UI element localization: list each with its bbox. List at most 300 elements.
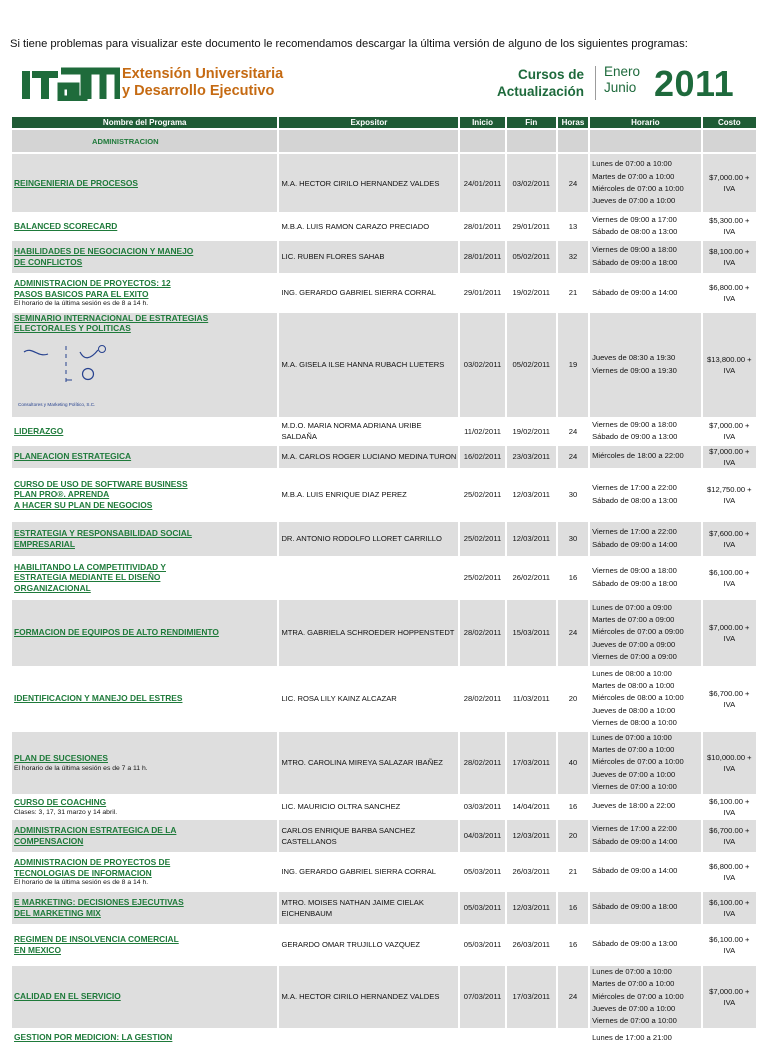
program-link[interactable]: ESTRATEGIA Y RESPONSABILIDAD SOCIAL — [14, 528, 192, 539]
table-header-row — [12, 117, 756, 128]
schedule-cell — [590, 668, 701, 730]
cost-tax: IVA — [723, 184, 736, 193]
program-link[interactable]: E MARKETING: DECISIONES EJECUTIVAS — [14, 897, 184, 908]
program-link[interactable]: EN MEXICO — [14, 944, 61, 955]
schedule-line: Sábado de 09:00 a 14:00 — [592, 287, 678, 297]
expositor-cell: M.B.A. LUIS ENRIQUE DIAZ PEREZ — [279, 470, 458, 520]
expositor-cell: MTRA. GABRIELA SCHROEDER HOPPENSTEDT — [279, 600, 458, 666]
program-cell — [12, 275, 277, 311]
cost-amount: $13,800.00 + — [707, 354, 752, 364]
table-row — [12, 214, 756, 239]
program-note: El horario de la última sesión es de 8 a 14 h. — [14, 879, 149, 887]
schedule-line: Miércoles de 18:00 a 22:00 — [592, 451, 684, 461]
program-link[interactable]: ADMINISTRACION DE PROYECTOS DE — [14, 857, 171, 868]
cost-tax: IVA — [723, 227, 736, 237]
col-header-expositor: Expositor — [279, 117, 458, 128]
program-link[interactable]: BALANCED SCORECARD — [14, 221, 118, 232]
table-row — [12, 966, 756, 1028]
program-link[interactable]: TECNOLOGIAS DE INFORMACION — [14, 867, 152, 878]
end-date-cell: 26/02/2011 — [507, 558, 556, 598]
cost-cell — [703, 820, 756, 852]
schedule-line: Miércoles de 07:00 a 10:00 — [592, 184, 684, 193]
cost-cell — [703, 214, 756, 239]
start-date-cell — [460, 1030, 504, 1046]
start-date-cell: 03/03/2011 — [460, 796, 504, 818]
cost-tax: IVA — [723, 872, 736, 882]
start-date-cell: 16/02/2011 — [460, 446, 504, 468]
start-date-cell: 05/03/2011 — [460, 854, 504, 890]
cost-tax: IVA — [723, 699, 736, 709]
schedule-line: Jueves de 07:00 a 10:00 — [592, 1003, 676, 1013]
cost-amount: $7,000.00 + — [709, 173, 750, 182]
hours-cell: 19 — [558, 313, 588, 417]
start-date-cell: 04/03/2011 — [460, 820, 504, 852]
partner-logo-caption: Consultores y Marketing Político, S.C. — [18, 401, 96, 407]
end-date-cell: 23/03/2011 — [507, 446, 556, 468]
program-cell — [12, 313, 277, 417]
start-date-cell: 28/01/2011 — [460, 214, 504, 239]
cost-tax: IVA — [723, 807, 736, 817]
start-date-cell: 11/02/2011 — [460, 419, 504, 444]
end-date-cell: 05/02/2011 — [507, 241, 556, 273]
period-months — [604, 64, 640, 96]
cost-amount: $8,100.00 + — [709, 246, 750, 256]
schedule-line: Sábado de 09:00 a 18:00 — [592, 902, 678, 912]
table-row — [12, 926, 756, 964]
cursos-title — [464, 66, 584, 100]
table-row — [12, 313, 756, 417]
schedule-cell — [590, 522, 701, 556]
cost-cell — [703, 600, 756, 666]
cursos-line-2: Actualización — [496, 84, 584, 99]
cost-amount: $6,800.00 + — [709, 861, 750, 871]
end-date-cell: 19/02/2011 — [507, 419, 556, 444]
cost-cell — [703, 470, 756, 520]
program-cell — [12, 796, 277, 818]
expositor-cell: LIC. ROSA LILY KAINZ ALCAZAR — [279, 668, 458, 730]
program-note: Clases: 3, 17, 31 marzo y 14 abril. — [14, 808, 118, 816]
expositor-cell: ING. GERARDO GABRIEL SIERRA CORRAL — [279, 854, 458, 890]
program-cell — [12, 966, 277, 1028]
cost-tax: IVA — [723, 945, 736, 955]
program-cell — [12, 154, 277, 212]
cost-cell — [703, 446, 756, 468]
cost-amount: $10,000.00 + — [707, 752, 752, 762]
schedule-line: Martes de 07:00 a 10:00 — [592, 171, 675, 181]
hours-cell: 40 — [558, 732, 588, 794]
schedule-cell — [590, 926, 701, 964]
schedule-line: Viernes de 17:00 a 22:00 — [592, 824, 677, 834]
program-link[interactable]: IDENTIFICACION Y MANEJO DEL ESTRES — [14, 693, 183, 704]
extension-title — [122, 66, 283, 100]
schedule-cell — [590, 419, 701, 444]
month-start: Enero — [604, 64, 641, 79]
expositor-cell: M.A. GISELA ILSE HANNA RUBACH LUETERS — [279, 313, 458, 417]
schedule-line: Sábado de 09:00 a 18:00 — [592, 578, 678, 588]
table-row — [12, 796, 756, 818]
end-date-cell: 05/02/2011 — [507, 313, 556, 417]
program-link[interactable]: EMPRESARIAL — [14, 538, 75, 549]
program-link[interactable]: CURSO DE USO DE SOFTWARE BUSINESS — [14, 478, 188, 489]
hours-cell: 16 — [558, 892, 588, 924]
schedule-cell — [590, 313, 701, 417]
cost-amount: $12,750.00 + — [707, 484, 752, 494]
cost-amount: $7,600.00 + — [709, 528, 750, 538]
table-row — [12, 820, 756, 852]
cost-tax: IVA — [723, 539, 736, 549]
header-banner — [14, 62, 759, 108]
program-link[interactable]: LIDERAZGO — [14, 425, 64, 436]
schedule-line: Lunes de 17:00 a 21:00 — [592, 1032, 672, 1042]
cost-amount: $6,700.00 + — [709, 825, 750, 835]
schedule-line: Lunes de 07:00 a 10:00 — [592, 159, 672, 169]
cost-cell — [703, 419, 756, 444]
schedule-line: Sábado de 08:00 a 13:00 — [592, 495, 678, 505]
expositor-cell: M.D.O. MARIA NORMA ADRIANA URIBE SALDAÑA — [279, 419, 458, 444]
cost-amount: $6,100.00 + — [709, 796, 750, 806]
hours-cell: 24 — [558, 966, 588, 1028]
table-row — [12, 732, 756, 794]
period-year: 2011 — [654, 63, 735, 104]
start-date-cell: 28/01/2011 — [460, 241, 504, 273]
schedule-line: Martes de 07:00 a 10:00 — [592, 745, 675, 755]
hours-cell: 16 — [558, 558, 588, 598]
start-date-cell: 25/02/2011 — [460, 558, 504, 598]
cost-amount: $6,800.00 + — [709, 282, 750, 292]
schedule-line: Viernes de 08:00 a 10:00 — [592, 718, 677, 728]
schedule-cell — [590, 1030, 701, 1046]
schedule-line: Sábado de 09:00 a 13:00 — [592, 432, 678, 442]
col-header-programa: Nombre del Programa — [12, 117, 277, 128]
expositor-cell: M.A. CARLOS ROGER LUCIANO MEDINA TURON — [279, 446, 458, 468]
cost-tax: IVA — [723, 293, 736, 303]
program-cell — [12, 1030, 277, 1046]
program-link[interactable]: FORMACION DE EQUIPOS DE ALTO RENDIMIENTO — [14, 627, 219, 638]
schedule-cell — [590, 966, 701, 1028]
schedule-cell — [590, 854, 701, 890]
expositor-cell: ING. GERARDO GABRIEL SIERRA CORRAL — [279, 275, 458, 311]
schedule-line: Viernes de 07:00 a 09:00 — [592, 652, 677, 662]
schedule-line: Miércoles de 07:00 a 09:00 — [592, 627, 684, 637]
table-row — [12, 1030, 756, 1046]
hours-cell: 20 — [558, 668, 588, 730]
schedule-cell — [590, 214, 701, 239]
itam-logo — [22, 67, 120, 101]
schedule-line: Viernes de 09:00 a 18:00 — [592, 566, 677, 576]
cost-amount: $6,700.00 + — [709, 688, 750, 698]
program-cell — [12, 214, 277, 239]
cost-tax: IVA — [723, 908, 736, 918]
cost-cell — [703, 668, 756, 730]
program-cell — [12, 470, 277, 520]
table-row — [12, 154, 756, 212]
program-link[interactable]: DE CONFLICTOS — [14, 256, 83, 267]
section-title: ADMINISTRACION — [12, 130, 277, 152]
expositor-cell: DR. ANTONIO RODOLFO LLORET CARRILLO — [279, 522, 458, 556]
schedule-line: Sábado de 09:00 a 13:00 — [592, 939, 678, 949]
hours-cell: 30 — [558, 522, 588, 556]
cost-amount: $6,100.00 + — [709, 934, 750, 944]
cost-tax: IVA — [723, 495, 736, 505]
col-header-fin: Fin — [507, 117, 556, 128]
program-link[interactable]: PLANEACION ESTRATEGICA — [14, 451, 132, 462]
col-header-inicio: Inicio — [460, 117, 504, 128]
cost-tax: IVA — [723, 836, 736, 846]
start-date-cell: 05/03/2011 — [460, 926, 504, 964]
schedule-line: Jueves de 08:00 a 10:00 — [592, 705, 676, 715]
schedule-cell — [590, 241, 701, 273]
hours-cell — [558, 1030, 588, 1046]
schedule-line: Martes de 07:00 a 10:00 — [592, 979, 675, 989]
program-cell — [12, 522, 277, 556]
schedule-cell — [590, 154, 701, 212]
cost-cell — [703, 275, 756, 311]
end-date-cell: 12/03/2011 — [507, 522, 556, 556]
expositor-cell: M.A. HECTOR CIRILO HERNANDEZ VALDES — [279, 966, 458, 1028]
expositor-cell — [279, 1030, 458, 1046]
hours-cell: 21 — [558, 275, 588, 311]
expositor-cell: M.B.A. LUIS RAMON CARAZO PRECIADO — [279, 214, 458, 239]
program-link[interactable]: DEL MARKETING MIX — [14, 907, 101, 918]
program-cell — [12, 732, 277, 794]
schedule-cell — [590, 558, 701, 598]
end-date-cell: 26/03/2011 — [507, 926, 556, 964]
start-date-cell: 24/01/2011 — [460, 154, 504, 212]
schedule-line: Jueves de 07:00 a 10:00 — [592, 769, 676, 779]
program-link[interactable]: PLAN PRO®. APRENDA — [14, 489, 110, 500]
schedule-line: Viernes de 07:00 a 10:00 — [592, 1016, 677, 1026]
hours-cell: 16 — [558, 926, 588, 964]
start-date-cell: 03/02/2011 — [460, 313, 504, 417]
hours-cell: 16 — [558, 796, 588, 818]
partner-logo — [14, 340, 275, 407]
program-link[interactable]: REGIMEN DE INSOLVENCIA COMERCIAL — [14, 934, 179, 945]
schedule-cell — [590, 470, 701, 520]
cost-amount: $7,000.00 + — [709, 421, 750, 431]
start-date-cell: 07/03/2011 — [460, 966, 504, 1028]
ext-line-2: y Desarrollo Ejecutivo — [122, 83, 275, 99]
program-link[interactable]: ADMINISTRACION DE PROYECTOS: 12 — [14, 278, 171, 289]
end-date-cell: 03/02/2011 — [507, 154, 556, 212]
banner-divider — [595, 66, 596, 100]
program-link[interactable]: GESTION POR MEDICION: LA GESTION — [14, 1032, 173, 1043]
schedule-cell — [590, 820, 701, 852]
table-row — [12, 241, 756, 273]
program-link[interactable]: SEMINARIO INTERNACIONAL DE ESTRATEGIAS — [14, 312, 209, 323]
end-date-cell: 19/02/2011 — [507, 275, 556, 311]
end-date-cell: 29/01/2011 — [507, 214, 556, 239]
end-date-cell: 12/03/2011 — [507, 470, 556, 520]
table-row — [12, 419, 756, 444]
cost-amount: $6,100.00 + — [709, 897, 750, 907]
hours-cell: 24 — [558, 600, 588, 666]
schedule-cell — [590, 600, 701, 666]
expositor-cell: LIC. RUBEN FLORES SAHAB — [279, 241, 458, 273]
schedule-line: Martes de 08:00 a 10:00 — [592, 681, 675, 691]
program-cell — [12, 419, 277, 444]
program-cell — [12, 926, 277, 964]
program-cell — [12, 668, 277, 730]
program-link[interactable]: CALIDAD EN EL SERVICIO — [14, 991, 121, 1002]
cost-cell — [703, 796, 756, 818]
hours-cell: 30 — [558, 470, 588, 520]
schedule-line: Miércoles de 07:00 a 10:00 — [592, 991, 684, 1001]
schedule-line: Lunes de 08:00 a 10:00 — [592, 668, 672, 678]
program-link[interactable]: A HACER SU PLAN DE NEGOCIOS — [14, 499, 153, 510]
program-note: El horario de la última sesión es de 8 a 14 h. — [14, 300, 149, 308]
table-row — [12, 275, 756, 311]
program-link[interactable]: CURSO DE COACHING — [14, 797, 107, 808]
cost-cell — [703, 558, 756, 598]
expositor-cell: LIC. MAURICIO OLTRA SANCHEZ — [279, 796, 458, 818]
hours-cell: 24 — [558, 419, 588, 444]
cost-amount: $7,000.00 + — [709, 622, 750, 632]
program-cell — [12, 820, 277, 852]
schedule-line: Martes de 07:00 a 09:00 — [592, 615, 675, 625]
table-row — [12, 892, 756, 924]
cost-cell — [703, 1030, 756, 1046]
cost-tax: IVA — [723, 997, 736, 1007]
cost-cell — [703, 854, 756, 890]
schedule-line: Viernes de 09:00 a 17:00 — [592, 215, 677, 224]
schedule-line: Sábado de 09:00 a 18:00 — [592, 257, 678, 267]
cost-amount: $5,300.00 + — [709, 216, 750, 226]
cursos-line-1: Cursos de — [517, 67, 584, 82]
program-link[interactable]: HABILITANDO LA COMPETITIVIDAD Y — [14, 561, 166, 572]
start-date-cell: 25/02/2011 — [460, 470, 504, 520]
cost-amount: $7,000.00 + — [709, 446, 750, 456]
table-row — [12, 470, 756, 520]
table-row — [12, 600, 756, 666]
cost-cell — [703, 154, 756, 212]
cost-tax: IVA — [723, 633, 736, 643]
schedule-line: Lunes de 07:00 a 09:00 — [592, 602, 672, 612]
end-date-cell: 14/04/2011 — [507, 796, 556, 818]
end-date-cell: 12/03/2011 — [507, 892, 556, 924]
schedule-line: Viernes de 09:00 a 19:30 — [592, 365, 677, 375]
program-link[interactable]: ESTRATEGIA MEDIANTE EL DISEÑO — [14, 572, 161, 583]
program-link[interactable]: PLAN DE SUCESIONES — [14, 753, 109, 764]
end-date-cell: 17/03/2011 — [507, 966, 556, 1028]
end-date-cell: 12/03/2011 — [507, 820, 556, 852]
schedule-cell — [590, 275, 701, 311]
end-date-cell: 26/03/2011 — [507, 854, 556, 890]
start-date-cell: 28/02/2011 — [460, 732, 504, 794]
schedule-line: Viernes de 09:00 a 18:00 — [592, 419, 677, 429]
col-header-horario: Horario — [590, 117, 701, 128]
cost-cell — [703, 892, 756, 924]
program-cell — [12, 854, 277, 890]
end-date-cell: 17/03/2011 — [507, 732, 556, 794]
schedule-line: Viernes de 17:00 a 22:00 — [592, 483, 677, 493]
start-date-cell: 28/02/2011 — [460, 668, 504, 730]
cost-amount: $7,000.00 + — [709, 986, 750, 996]
schedule-line: Miércoles de 08:00 a 10:00 — [592, 693, 684, 703]
cost-cell — [703, 522, 756, 556]
table-row — [12, 854, 756, 890]
table-row — [12, 522, 756, 556]
table-row — [12, 668, 756, 730]
month-end: Junio — [604, 80, 637, 95]
start-date-cell: 05/03/2011 — [460, 892, 504, 924]
program-cell — [12, 600, 277, 666]
schedule-cell — [590, 446, 701, 468]
end-date-cell — [507, 1030, 556, 1046]
cost-tax: IVA — [723, 257, 736, 267]
schedule-line: Jueves de 18:00 a 22:00 — [592, 801, 676, 811]
schedule-line: Miércoles de 07:00 a 10:00 — [592, 757, 684, 767]
cost-tax: IVA — [723, 578, 736, 588]
cost-tax: IVA — [723, 763, 736, 773]
program-link[interactable]: COMPENSACION — [14, 835, 84, 846]
schedule-line: Jueves de 07:00 a 09:00 — [592, 639, 676, 649]
cost-tax: IVA — [723, 457, 736, 467]
program-link[interactable]: ELECTORALES Y POLITICAS — [14, 323, 131, 334]
expositor-cell: MTRO. CAROLINA MIREYA SALAZAR IBAÑEZ — [279, 732, 458, 794]
hours-cell: 21 — [558, 854, 588, 890]
cost-tax: IVA — [723, 365, 736, 375]
download-notice: Si tiene problemas para visualizar este documento le recomendamos descargar la última versión de alguno de los siguientes programas: — [10, 38, 688, 50]
cost-cell — [703, 926, 756, 964]
expositor-cell: M.A. HECTOR CIRILO HERNANDEZ VALDES — [279, 154, 458, 212]
schedule-line: Viernes de 09:00 a 18:00 — [592, 245, 677, 255]
schedule-line: Sábado de 09:00 a 14:00 — [592, 836, 678, 846]
expositor-cell — [279, 558, 458, 598]
expositor-cell: CARLOS ENRIQUE BARBA SANCHEZ CASTELLANOS — [279, 820, 458, 852]
schedule-cell — [590, 732, 701, 794]
schedule-line: Lunes de 07:00 a 10:00 — [592, 966, 672, 976]
expositor-cell: MTRO. MOISES NATHAN JAIME CIELAK EICHENBAUM — [279, 892, 458, 924]
schedule-line: Viernes de 07:00 a 10:00 — [592, 782, 677, 792]
cost-cell — [703, 241, 756, 273]
end-date-cell: 15/03/2011 — [507, 600, 556, 666]
hours-cell: 24 — [558, 154, 588, 212]
col-header-horas: Horas — [558, 117, 588, 128]
start-date-cell: 28/02/2011 — [460, 600, 504, 666]
program-link[interactable]: PASOS BASICOS PARA EL EXITO — [14, 288, 149, 299]
schedule-line: Jueves de 08:30 a 19:30 — [592, 353, 676, 363]
ext-line-1: Extensión Universitaria — [122, 66, 284, 82]
schedule-line: Viernes de 17:00 a 22:00 — [592, 527, 677, 537]
program-cell — [12, 446, 277, 468]
hours-cell: 20 — [558, 820, 588, 852]
program-cell — [12, 892, 277, 924]
cost-cell — [703, 966, 756, 1028]
schedule-line: Sábado de 09:00 a 14:00 — [592, 866, 678, 876]
schedule-cell — [590, 892, 701, 924]
program-cell — [12, 558, 277, 598]
cost-tax: IVA — [723, 432, 736, 442]
schedule-line: Lunes de 07:00 a 10:00 — [592, 732, 672, 742]
start-date-cell: 25/02/2011 — [460, 522, 504, 556]
hours-cell: 32 — [558, 241, 588, 273]
cost-cell — [703, 313, 756, 417]
schedule-line: Jueves de 07:00 a 10:00 — [592, 196, 676, 206]
program-link[interactable]: ADMINISTRACION ESTRATEGICA DE LA — [14, 825, 177, 836]
program-link[interactable]: REINGENIERIA DE PROCESOS — [14, 177, 138, 188]
schedule-cell — [590, 796, 701, 818]
program-link[interactable]: HABILIDADES DE NEGOCIACION Y MANEJO — [14, 246, 194, 257]
schedule-line: Sábado de 09:00 a 14:00 — [592, 539, 678, 549]
start-date-cell: 29/01/2011 — [460, 275, 504, 311]
expositor-cell: GERARDO OMAR TRUJILLO VAZQUEZ — [279, 926, 458, 964]
program-cell — [12, 241, 277, 273]
hours-cell: 24 — [558, 446, 588, 468]
program-link[interactable]: ORGANIZACIONAL — [14, 582, 91, 593]
section-row — [12, 130, 756, 152]
courses-table — [10, 115, 758, 1048]
table-row — [12, 446, 756, 468]
